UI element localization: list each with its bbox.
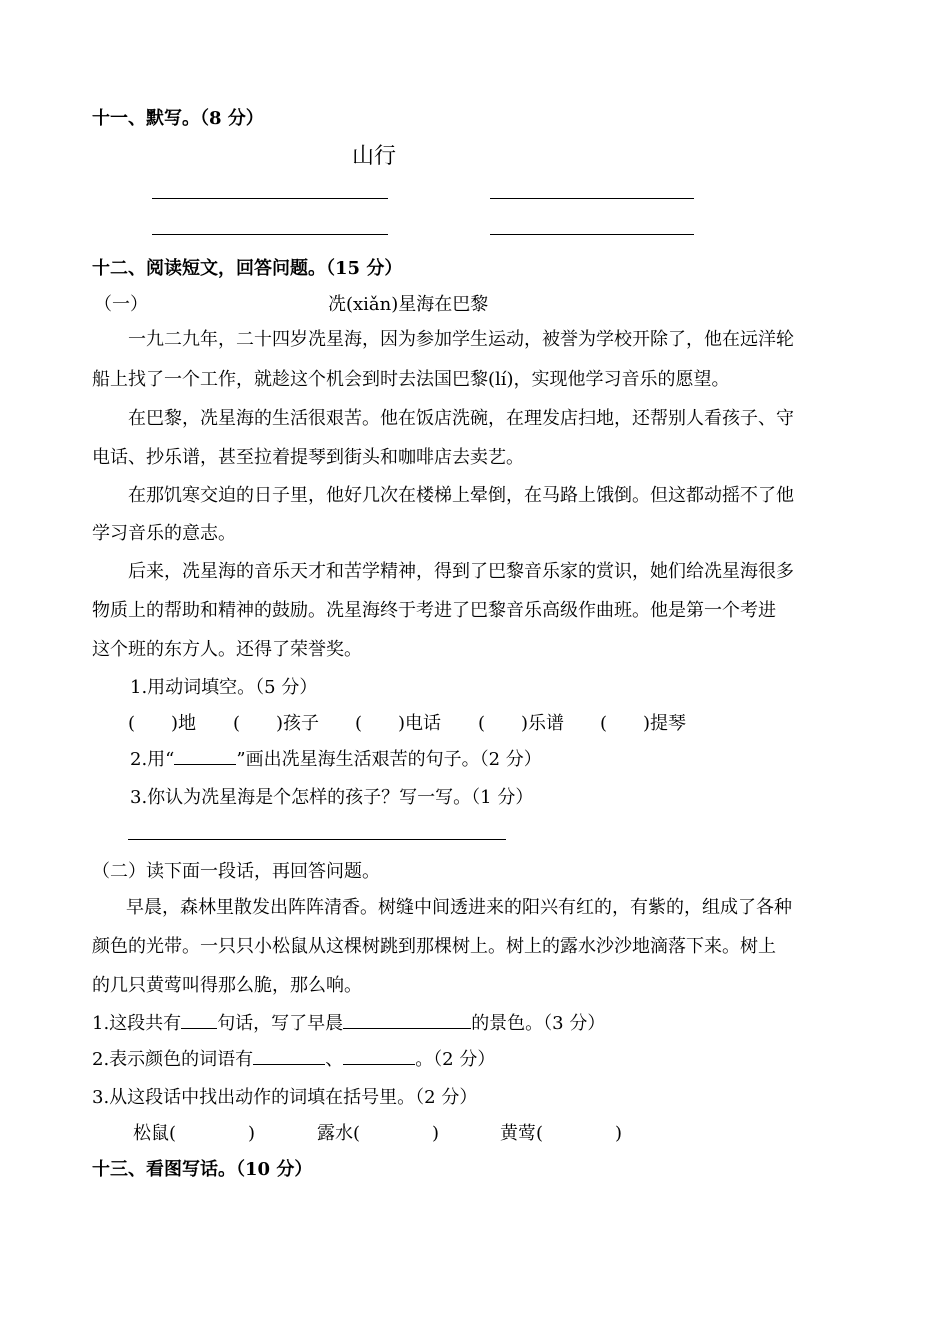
q2-part: 、 xyxy=(325,1049,344,1070)
paragraph-line: 学习音乐的意志。 xyxy=(92,523,236,544)
question-2-suffix: ”画出冼星海生活艰苦的句子。（2 分） xyxy=(236,749,542,770)
answer-line[interactable] xyxy=(490,234,694,235)
fill-blank-action[interactable]: 露水( ) xyxy=(317,1123,440,1144)
answer-line[interactable] xyxy=(128,839,506,840)
fill-blank-verb[interactable]: ( )乐谱 xyxy=(478,713,565,734)
passage-1-title: 冼(xiǎn)星海在巴黎 xyxy=(328,294,489,315)
fill-blank-verb[interactable]: ( )提琴 xyxy=(600,713,687,734)
paragraph-line: 早晨，森林里散发出阵阵清香。树缝中间透进来的阳兴有红的，有紫的，组成了各种 xyxy=(126,897,792,918)
paragraph-line: 电话、抄乐谱，甚至拉着提琴到街头和咖啡店去卖艺。 xyxy=(92,447,524,468)
blank-scene[interactable] xyxy=(343,1010,471,1029)
underline-sample xyxy=(174,746,236,765)
blank-sentence-count[interactable] xyxy=(181,1010,217,1029)
section-13-heading: 十三、看图写话。（10 分） xyxy=(92,1159,313,1180)
q1-part: 的景色。（3 分） xyxy=(471,1013,606,1034)
paragraph-line: 颜色的光带。一只只小松鼠从这棵树跳到那棵树上。树上的露水沙沙地滴落下来。树上 xyxy=(92,936,776,957)
paragraph-line: 一九二九年，二十四岁冼星海，因为参加学生运动，被誉为学校开除了，他在远洋轮 xyxy=(128,329,794,350)
blank-color-word[interactable] xyxy=(343,1046,415,1065)
q1-part: 句话，写了早晨 xyxy=(217,1013,344,1034)
passage-2-question-1 xyxy=(92,1009,605,1035)
section-11-heading: 十一、默写。（8 分） xyxy=(92,108,264,129)
answer-line[interactable] xyxy=(490,198,694,199)
fill-blank-verb[interactable]: ( )地 xyxy=(128,713,197,734)
passage-2-question-3: 3.从这段话中找出动作的词填在括号里。（2 分） xyxy=(92,1087,478,1108)
poem-title: 山行 xyxy=(352,144,397,169)
paragraph-line: 在那饥寒交迫的日子里，他好几次在楼梯上晕倒，在马路上饿倒。但这都动摇不了他 xyxy=(128,485,794,506)
section-12-heading: 十二、阅读短文，回答问题。（15 分） xyxy=(92,258,403,279)
passage-1-label: （一） xyxy=(94,294,148,315)
fill-blank-action[interactable]: 黄莺( ) xyxy=(500,1123,623,1144)
q2-part: 2.表示颜色的词语有 xyxy=(92,1049,254,1070)
q1-part: 1.这段共有 xyxy=(92,1013,182,1034)
passage-2-question-2 xyxy=(92,1045,495,1071)
question-1: 1.用动词填空。（5 分） xyxy=(130,677,318,698)
question-2-prefix: 2.用“ xyxy=(130,749,175,770)
paragraph-line: 的几只黄莺叫得那么脆，那么响。 xyxy=(92,975,362,996)
blank-color-word[interactable] xyxy=(253,1046,325,1065)
answer-line[interactable] xyxy=(152,234,388,235)
answer-line[interactable] xyxy=(152,198,388,199)
question-3: 3.你认为冼星海是个怎样的孩子？写一写。（1 分） xyxy=(130,787,534,808)
paragraph-line: 船上找了一个工作，就趁这个机会到时去法国巴黎(lí)，实现他学习音乐的愿望。 xyxy=(92,369,730,390)
question-2 xyxy=(130,745,542,771)
paragraph-line: 在巴黎，冼星海的生活很艰苦。他在饭店洗碗，在理发店扫地，还帮别人看孩子、守 xyxy=(128,408,794,429)
passage-2-label: （二）读下面一段话，再回答问题。 xyxy=(92,861,380,882)
fill-blank-action[interactable]: 松鼠( ) xyxy=(133,1123,256,1144)
fill-blank-verb[interactable]: ( )孩子 xyxy=(233,713,320,734)
paragraph-line: 这个班的东方人。还得了荣誉奖。 xyxy=(92,639,362,660)
paragraph-line: 后来，冼星海的音乐天才和苦学精神，得到了巴黎音乐家的赏识，她们给冼星海很多 xyxy=(128,561,794,582)
q2-part: 。（2 分） xyxy=(415,1049,496,1070)
fill-blank-verb[interactable]: ( )电话 xyxy=(355,713,442,734)
paragraph-line: 物质上的帮助和精神的鼓励。冼星海终于考进了巴黎音乐高级作曲班。他是第一个考进 xyxy=(92,600,776,621)
